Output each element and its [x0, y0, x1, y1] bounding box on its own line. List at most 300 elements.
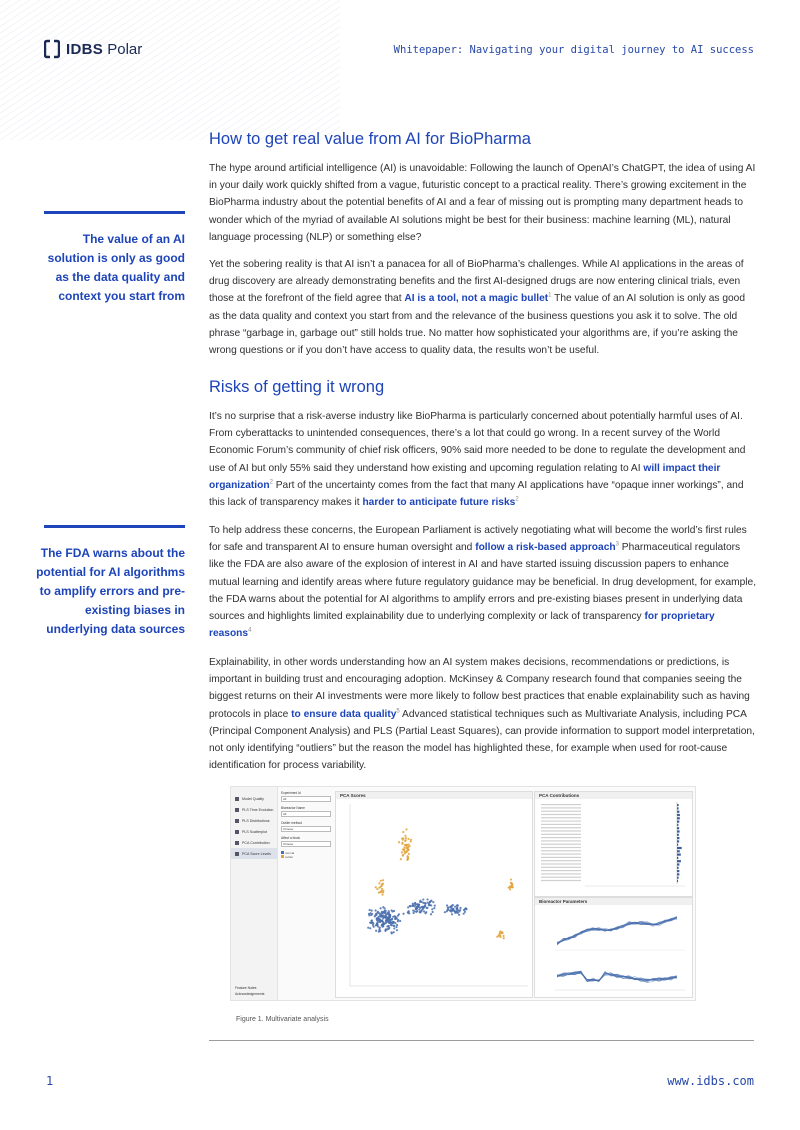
footer-url: www.idbs.com — [667, 1074, 754, 1088]
score-point — [454, 906, 456, 908]
score-point — [392, 916, 394, 918]
score-point — [384, 916, 386, 918]
acknowledgements-label: Acknowledgements — [235, 992, 265, 996]
score-point — [432, 901, 434, 903]
score-point — [411, 904, 413, 906]
score-point — [404, 852, 406, 854]
diagonal-line — [60, 0, 270, 140]
score-point — [414, 905, 416, 907]
score-point — [406, 855, 408, 857]
contribution-bar — [677, 840, 679, 842]
contribution-label-bar — [541, 857, 581, 858]
score-point — [393, 925, 395, 927]
score-point — [374, 909, 376, 911]
score-point — [450, 910, 452, 912]
text-run: Advanced statistical techniques such as Multivariate Analysis, including PCA (Principal Component Analysis) and PLS (Partial Least Squares), can provide information to support model interpretation, not only identifying “outliers” but the reason the model has highlighted these, for example when used for root-cause identification for process variability. — [209, 708, 755, 772]
diagonal-line — [50, 0, 260, 140]
score-point — [375, 930, 377, 932]
score-point — [433, 907, 435, 909]
text-run: Yet the sobering reality is that AI isn’t a panacea for all of BioPharma’s challenges. While AI applications in the areas of drug discovery are already demonstrating benefits and the first AI-designed drugs are now entering clinical trials, even those at the forefront of the field agree that — [209, 259, 744, 305]
figure-sidebar — [231, 787, 278, 1000]
diagonal-line — [180, 0, 340, 140]
text-run: Pharmaceutical regulators like the FDA are also aware of the explosion of interest in AI and have started issuing discussion papers to enhance mutual learning and identify areas where future regulatory guidance may be beneficial. In drug development, for example, the FDA warns about the potential for AI algorithms to amplify errors and pre-existing biases present in underlying data sources and highlights limited explainability due to underlying complexity or lack of transparency — [209, 542, 757, 623]
footnote-ref: 3 — [615, 541, 619, 548]
data-quality-link[interactable]: to ensure data quality — [291, 708, 397, 720]
proprietary-reasons-link[interactable]: for proprietary reasons — [209, 611, 715, 640]
contribution-bar — [677, 821, 679, 823]
logo-brand: IDBS — [66, 40, 104, 58]
chart-icon — [235, 797, 239, 801]
figure-nav-item — [231, 793, 277, 804]
diagonal-line — [0, 0, 210, 140]
score-point — [402, 837, 404, 839]
diagonal-line — [160, 0, 340, 140]
score-point — [400, 858, 402, 860]
contribution-label-bar — [541, 811, 581, 812]
text-run: To help address these concerns, the European Parliament is actively negotiating what will become the world’s first rules for safe and transparent AI to ensure human oversight and — [209, 525, 747, 554]
chart-icon — [235, 830, 239, 834]
score-point — [464, 911, 466, 913]
risk-averse-paragraph — [209, 408, 757, 511]
score-point — [382, 879, 384, 881]
bioreactor-parameters-plot — [535, 906, 692, 997]
text-run: It’s no surprise that a risk-averse industry like BioPharma is particularly concerned about potentially harmful uses of AI. From cyberattacks to unintended consequences, there’s a lot that could go wrong. In a recent survey of the World Economic Forum’s community of chief risk officers, 90% said more needed to be done to regulate the development and use of AI but only 55% said they understand how existing and upcoming regulation relating to AI — [209, 411, 746, 474]
idbs-polar-logo — [44, 39, 142, 59]
legend-item-outlier — [281, 855, 334, 859]
pull-quote-fda — [35, 525, 185, 639]
score-point — [380, 890, 382, 892]
pull-quote-rule — [44, 211, 185, 214]
chart-icon — [235, 841, 239, 845]
score-point — [430, 913, 432, 915]
contribution-label-bar — [541, 824, 581, 825]
text-run: The value of an AI solution is only as good as the data quality and context you start from and the relevance of the business questions you ask it to solve. The old phrase “garbage in, garbage out” still holds true. No matter how sophisticated your algorithms are, if you’re asking the wrong questions or if you don’t have access to quality data, the results won’t be useful. — [209, 293, 746, 357]
contribution-bar — [677, 834, 679, 836]
document-header-title: Whitepaper: Navigating your digital journey to AI success — [393, 44, 754, 56]
parameter-trace — [557, 916, 677, 945]
diagonal-line — [0, 0, 200, 140]
control-label: Affect a block — [281, 836, 301, 840]
score-point — [388, 927, 390, 929]
score-point — [376, 923, 378, 925]
score-point — [406, 850, 408, 852]
contribution-bar — [677, 857, 678, 859]
contribution-label-bar — [541, 850, 581, 851]
score-point — [401, 842, 403, 844]
score-point — [371, 910, 373, 912]
figure-nav-label: PLS Time Evolution — [242, 807, 274, 812]
diagonal-line — [120, 0, 330, 140]
legend-label: normal — [285, 851, 295, 855]
diagonal-line — [70, 0, 280, 140]
score-point — [403, 848, 405, 850]
parameter-trace — [557, 917, 677, 944]
contribution-label-bar — [541, 863, 581, 864]
score-point — [369, 912, 371, 914]
sobering-reality-paragraph — [209, 256, 757, 359]
legend-label: outlier — [285, 855, 294, 859]
score-point — [388, 916, 390, 918]
figure-caption: Figure 1. Multivariate analysis — [236, 1016, 329, 1023]
pca-scores-plot — [336, 800, 532, 996]
explainability-paragraph — [209, 654, 757, 774]
score-point — [420, 906, 422, 908]
score-point — [464, 908, 466, 910]
score-point — [404, 835, 406, 837]
diagonal-line — [320, 0, 340, 140]
pull-quote-text: The value of an AI solution is only as good as the data quality and context you start from — [47, 232, 185, 303]
pull-quote-data-quality — [35, 211, 185, 306]
contribution-bar — [677, 827, 679, 829]
score-point — [386, 913, 388, 915]
contribution-label-bar — [541, 807, 581, 808]
contribution-label-bar — [541, 867, 581, 868]
impact-organization-link[interactable]: will impact their organization — [209, 462, 721, 491]
score-point — [367, 927, 369, 929]
score-point — [456, 904, 458, 906]
score-point — [416, 910, 418, 912]
figure-nav-item — [231, 826, 277, 837]
score-point — [428, 903, 430, 905]
parameter-trace — [557, 917, 677, 943]
score-point — [393, 910, 395, 912]
score-point — [405, 837, 407, 839]
diagonal-line — [20, 0, 230, 140]
diagonal-line — [110, 0, 320, 140]
score-point — [447, 909, 449, 911]
chart-icon — [235, 852, 239, 856]
score-point — [403, 846, 405, 848]
figure-nav-item-active — [231, 848, 277, 859]
diagonal-line — [40, 0, 250, 140]
score-point — [418, 904, 420, 906]
score-point — [511, 883, 513, 885]
score-point — [390, 909, 392, 911]
score-point — [502, 935, 504, 937]
contribution-label-bar — [541, 870, 581, 871]
diagonal-line — [0, 0, 20, 140]
figure-sidebar-footer — [235, 986, 264, 996]
score-point — [396, 917, 398, 919]
score-point — [408, 853, 410, 855]
figure-nav-label: PCA Contribution — [242, 840, 270, 845]
score-point — [422, 898, 424, 900]
panel-title: PCA Scores — [336, 792, 532, 799]
score-point — [387, 919, 389, 921]
contribution-label-bar — [541, 847, 581, 848]
score-point — [384, 912, 386, 914]
score-point — [404, 840, 406, 842]
contribution-label-bar — [541, 804, 581, 805]
score-point — [377, 917, 379, 919]
score-point — [430, 899, 432, 901]
figure-nav-label: PLS Scatterplot — [242, 829, 267, 834]
score-point — [402, 831, 404, 833]
contribution-bar — [677, 847, 682, 849]
score-point — [499, 931, 501, 933]
diagonal-line — [100, 0, 310, 140]
section-heading-risks: Risks of getting it wrong — [209, 378, 385, 396]
score-point — [382, 883, 384, 885]
score-point — [424, 905, 426, 907]
parameter-trace — [557, 918, 677, 943]
score-point — [503, 937, 505, 939]
legend-swatch — [281, 855, 284, 858]
pca-contributions-plot — [535, 800, 692, 896]
score-point — [393, 927, 395, 929]
contribution-label-bar — [541, 817, 581, 818]
score-point — [407, 906, 409, 908]
contribution-bar — [677, 814, 680, 816]
score-point — [380, 907, 382, 909]
score-point — [415, 908, 417, 910]
score-point — [373, 926, 375, 928]
score-point — [368, 914, 370, 916]
score-point — [410, 905, 412, 907]
score-point — [393, 931, 395, 933]
diagonal-line — [30, 0, 240, 140]
contribution-bar — [677, 817, 680, 819]
contribution-label-bar — [541, 854, 581, 855]
pca-scores-panel — [335, 791, 533, 998]
text-run: Part of the uncertainty comes from the fact that many AI applications have “opaque inner workings”, and this lack of transparency makes it — [209, 479, 744, 509]
contribution-bar — [677, 880, 678, 882]
score-point — [458, 910, 460, 912]
score-point — [456, 907, 458, 909]
score-point — [459, 907, 461, 909]
score-point — [407, 838, 409, 840]
score-point — [378, 882, 380, 884]
panel-title: PCA Contributions — [535, 792, 692, 799]
score-point — [419, 901, 421, 903]
score-point — [381, 915, 383, 917]
contribution-bar — [677, 844, 678, 846]
score-point — [463, 913, 465, 915]
contribution-label-bar — [541, 814, 581, 815]
control-label: Bioreactor Name — [281, 806, 305, 810]
score-point — [381, 888, 383, 890]
pull-quote-rule — [44, 525, 185, 528]
figure-nav-item — [231, 804, 277, 815]
control-select: Choose — [281, 826, 331, 832]
diagonal-line — [90, 0, 300, 140]
score-point — [384, 930, 386, 932]
contribution-bar — [677, 860, 681, 862]
page-number: 1 — [46, 1074, 54, 1088]
score-point — [412, 909, 414, 911]
contribution-label-bar — [541, 840, 581, 841]
contribution-bar — [677, 807, 679, 809]
score-point — [446, 904, 448, 906]
idbs-logo-mark-icon — [44, 39, 60, 59]
footer-divider — [209, 1040, 754, 1041]
score-point — [379, 920, 381, 922]
score-point — [511, 886, 513, 888]
score-point — [407, 912, 409, 914]
score-point — [431, 908, 433, 910]
score-point — [509, 885, 511, 887]
control-select: All — [281, 811, 331, 817]
footnote-ref: 1 — [548, 293, 552, 300]
contribution-label-bar — [541, 821, 581, 822]
score-point — [458, 914, 460, 916]
score-point — [380, 912, 382, 914]
score-point — [499, 934, 501, 936]
figure-nav-label: PLS Distributions — [242, 818, 270, 823]
score-point — [420, 910, 422, 912]
score-point — [401, 851, 403, 853]
contribution-bar — [677, 867, 679, 869]
score-point — [386, 925, 388, 927]
score-point — [501, 931, 503, 933]
score-point — [398, 913, 400, 915]
score-point — [426, 898, 428, 900]
contribution-bar — [677, 837, 679, 839]
score-point — [398, 841, 400, 843]
score-point — [380, 880, 382, 882]
score-point — [414, 902, 416, 904]
contribution-bar — [677, 830, 680, 832]
score-point — [375, 886, 377, 888]
score-point — [434, 905, 436, 907]
risk-based-approach-link[interactable]: follow a risk-based approach — [475, 542, 616, 554]
contribution-bar — [677, 824, 678, 826]
score-point — [369, 927, 371, 929]
score-point — [452, 909, 454, 911]
score-point — [384, 922, 386, 924]
score-point — [376, 888, 378, 890]
contribution-bar — [677, 873, 679, 875]
diagonal-line — [130, 0, 340, 140]
contribution-bar — [677, 863, 679, 865]
score-point — [509, 888, 511, 890]
score-point — [381, 919, 383, 921]
score-point — [369, 909, 371, 911]
contribution-label-bar — [541, 844, 581, 845]
score-point — [396, 929, 398, 931]
score-point — [444, 911, 446, 913]
parameter-trace — [557, 918, 677, 943]
score-point — [399, 920, 401, 922]
logo-product: Polar — [107, 40, 143, 58]
multivariate-analysis-figure — [230, 786, 696, 1001]
score-point — [390, 931, 392, 933]
score-point — [425, 911, 427, 913]
contribution-label-bar — [541, 873, 581, 874]
score-point — [405, 828, 407, 830]
control-label: Outlier method — [281, 821, 302, 825]
panel-title: Bioreactor Parameters — [535, 898, 692, 905]
pca-contributions-panel — [534, 791, 693, 897]
score-point — [426, 907, 428, 909]
pull-quote-text: The FDA warns about the potential for AI algorithms to amplify errors and pre-existing biases in underlying data sources — [36, 546, 185, 636]
ai-tool-link[interactable]: AI is a tool, not a magic bullet — [404, 293, 549, 305]
diagonal-line — [140, 0, 340, 140]
footnote-ref: 5 — [396, 708, 400, 715]
score-point — [402, 913, 404, 915]
score-point — [447, 907, 449, 909]
score-point — [381, 894, 383, 896]
score-point — [432, 911, 434, 913]
score-point — [392, 922, 394, 924]
chart-icon — [235, 808, 239, 812]
contribution-bar — [677, 850, 680, 852]
score-point — [381, 923, 383, 925]
score-point — [510, 878, 512, 880]
score-point — [424, 902, 426, 904]
score-point — [451, 913, 453, 915]
score-point — [378, 887, 380, 889]
parameter-trace — [557, 918, 677, 944]
score-point — [412, 903, 414, 905]
footnote-ref: 2 — [269, 479, 273, 486]
chart-icon — [235, 819, 239, 823]
score-point — [407, 846, 409, 848]
score-point — [410, 839, 412, 841]
score-point — [378, 928, 380, 930]
score-point — [402, 854, 404, 856]
future-risks-link[interactable]: harder to anticipate future risks — [362, 497, 516, 509]
score-point — [496, 936, 498, 938]
score-point — [370, 922, 372, 924]
figure-nav-label: PCA Score Levels — [242, 851, 271, 856]
contribution-label-bar — [541, 837, 581, 838]
score-point — [408, 844, 410, 846]
legend-swatch — [281, 851, 284, 854]
header-diagonal-pattern — [0, 0, 340, 140]
figure-nav-item — [231, 815, 277, 826]
score-point — [396, 924, 398, 926]
score-point — [407, 849, 409, 851]
contribution-label-bar — [541, 834, 581, 835]
score-point — [370, 920, 372, 922]
contribution-label-bar — [541, 880, 581, 881]
contribution-bar — [677, 870, 679, 872]
score-point — [418, 909, 420, 911]
diagonal-line — [0, 0, 160, 140]
score-point — [374, 914, 376, 916]
contribution-bar — [677, 854, 681, 856]
footnote-ref: 4 — [248, 627, 252, 634]
intro-paragraph: The hype around artificial intelligence (AI) is unavoidable: Following the launch of OpenAI’s ChatGPT, the idea of using AI in your daily work quickly shifted from a vague, futuristic concept to a practical reality. There’s growing excitement in the BioPharma industry about the potential benefits of AI and a fear of missing out is prompting many department heads to wonder which of the myriad of available AI solutions might be best for their business: machine learning (ML), natural language processing (NLP) or something else? — [209, 163, 756, 243]
figure-controls — [278, 787, 334, 1000]
contribution-label-bar — [541, 877, 581, 878]
contribution-label-bar — [541, 830, 581, 831]
figure-nav-item — [231, 837, 277, 848]
diagonal-line — [300, 0, 340, 140]
score-point — [454, 912, 456, 914]
section-heading-real-value: How to get real value from AI for BioPharma — [209, 130, 531, 148]
bioreactor-parameters-panel — [534, 897, 693, 998]
contribution-label-bar — [541, 827, 581, 828]
score-point — [423, 910, 425, 912]
contribution-label-bar — [541, 860, 581, 861]
score-point — [412, 912, 414, 914]
text-run: Explainability, in other words understanding how an AI system makes decisions, recommendations or predictions, is important in building trust and encouraging adoption. McKinsey & Company research found that companies seeing the biggest returns on their AI investments were more likely to follow best practices that enable explainability such as having protocols in place — [209, 657, 750, 720]
control-label: Experiment Id — [281, 791, 301, 795]
score-point — [404, 844, 406, 846]
control-select: Choose — [281, 841, 331, 847]
diagonal-line — [80, 0, 290, 140]
figure-nav-label: Model Quality — [242, 796, 264, 801]
score-point — [389, 922, 391, 924]
control-select: All — [281, 796, 331, 802]
contribution-bar — [677, 811, 679, 813]
footnote-ref: 2 — [515, 496, 519, 503]
diagonal-line — [10, 0, 220, 140]
diagonal-line — [0, 0, 180, 140]
feature-notes-label: Feature Notes — [235, 986, 257, 990]
